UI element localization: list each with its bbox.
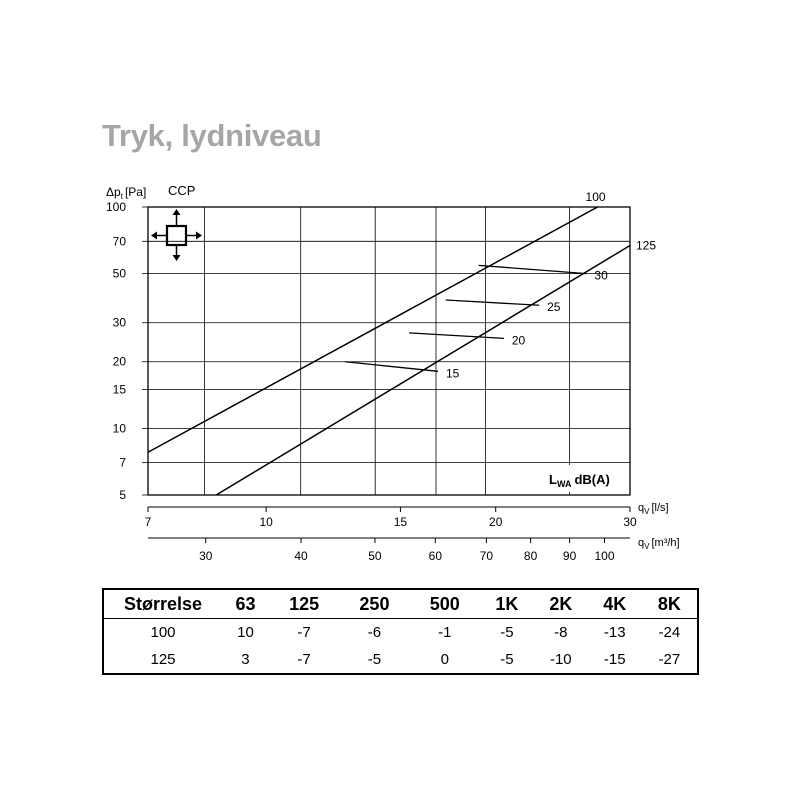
y-axis-label-unit: [Pa] (124, 185, 147, 199)
table-header-band: 63 (222, 589, 269, 619)
table-header-size: Størrelse (103, 589, 222, 619)
noise-label-base: L (549, 472, 557, 487)
table-cell-value: -5 (500, 624, 514, 641)
x-axis-label-m3h: $q_V$ [m³/h] (638, 537, 680, 551)
x-tick-label: 7 (144, 515, 152, 529)
y-tick-label: 30 (112, 315, 126, 330)
x-axis-label-ls: $q_V$ [l/s] (638, 502, 669, 516)
x-tick-label: 30 (623, 515, 637, 529)
noise-label-box (543, 465, 627, 492)
series-line-100 (148, 207, 598, 452)
series-lines (148, 190, 656, 495)
table-cell-value: -6 (367, 624, 382, 641)
table-cell-value: -8 (554, 624, 568, 641)
table-header-band: 500 (410, 589, 480, 619)
table-cell-value: 10 (237, 624, 254, 641)
y-tick-label: 15 (112, 382, 126, 397)
x2-tick-label: 70 (479, 549, 494, 563)
noise-line-20 (409, 333, 504, 338)
table-header-row (103, 589, 698, 619)
noise-line-label-15: 15 (445, 366, 460, 381)
x2-tick-label: 50 (368, 549, 382, 563)
table-cell-value: -1 (438, 624, 452, 641)
table-cell-value: -5 (500, 651, 514, 668)
noise-line-30 (479, 265, 587, 273)
page-title: Tryk, lydniveau (102, 118, 322, 153)
noise-line-25 (446, 300, 539, 305)
airflow-direction-icon (151, 209, 202, 261)
y-tick-label: 20 (112, 354, 126, 369)
table-cell-value: -15 (603, 651, 626, 668)
noise-line-label-25: 25 (547, 300, 561, 315)
y-tick-label: 70 (112, 234, 126, 249)
table-header-band: 1K (480, 589, 534, 619)
table-cell-value: 3 (241, 651, 250, 668)
y-axis-label (106, 185, 146, 201)
plot-frame (148, 207, 630, 495)
x2-tick-label: 30 (199, 549, 213, 563)
table-cell-value: 0 (440, 651, 449, 668)
noise-line-15 (345, 362, 438, 372)
x2-tick-label: 100 (594, 549, 615, 563)
x2-tick-label: 90 (562, 549, 577, 563)
table-cell-value: -7 (297, 624, 311, 641)
table-header-band: 8K (642, 589, 698, 619)
table-cell-value: -10 (549, 651, 572, 668)
table-cell-size: 100 (150, 624, 176, 641)
y-tick-label: 5 (119, 488, 126, 502)
noise-line-label-20: 20 (511, 333, 526, 348)
series-label-125: 125 (636, 238, 657, 253)
x-tick-label: 15 (393, 515, 408, 529)
table-header-band: 4K (588, 589, 642, 619)
x2-tick-label: 60 (428, 549, 443, 563)
y-tick-label: 10 (112, 421, 126, 436)
y-tick-label: 100 (105, 200, 126, 214)
y-tick-label: 50 (112, 266, 126, 281)
x2-tick-label: 40 (294, 549, 308, 563)
series-label-100: 100 (585, 190, 606, 204)
table-row (103, 646, 698, 674)
table-cell-value: -24 (658, 624, 681, 641)
x2-tick-label: 80 (523, 549, 538, 563)
x-axis-m3h (148, 538, 630, 563)
chart-grid (148, 207, 630, 495)
table-header-band: 2K (534, 589, 588, 619)
table-cell-value: -5 (367, 651, 382, 668)
table-cell-value: -7 (297, 651, 311, 668)
y-tick-labels (106, 200, 148, 502)
noise-label-unit: dB(A) (574, 472, 610, 487)
svg-text:Δpt[Pa] (106, 185, 146, 201)
x-tick-label: 10 (259, 515, 273, 529)
x-tick-label: 20 (489, 515, 503, 529)
y-axis-label-base: Δp (106, 185, 121, 199)
table-header-band: 250 (339, 589, 409, 619)
y-axis-label-sub: t (120, 192, 123, 201)
noise-line-label-30: 30 (594, 268, 608, 283)
sound-correction-table (102, 588, 699, 675)
x-axis-ls (145, 507, 637, 529)
product-label: CCP (168, 183, 196, 198)
table-cell-size: 125 (150, 651, 176, 668)
table-header-band: 125 (269, 589, 339, 619)
table-cell-value: -27 (658, 651, 681, 668)
noise-label-sub: WA (556, 479, 572, 489)
table-row (103, 619, 698, 647)
y-tick-label: 7 (119, 455, 126, 470)
table-cell-value: -13 (603, 624, 626, 641)
